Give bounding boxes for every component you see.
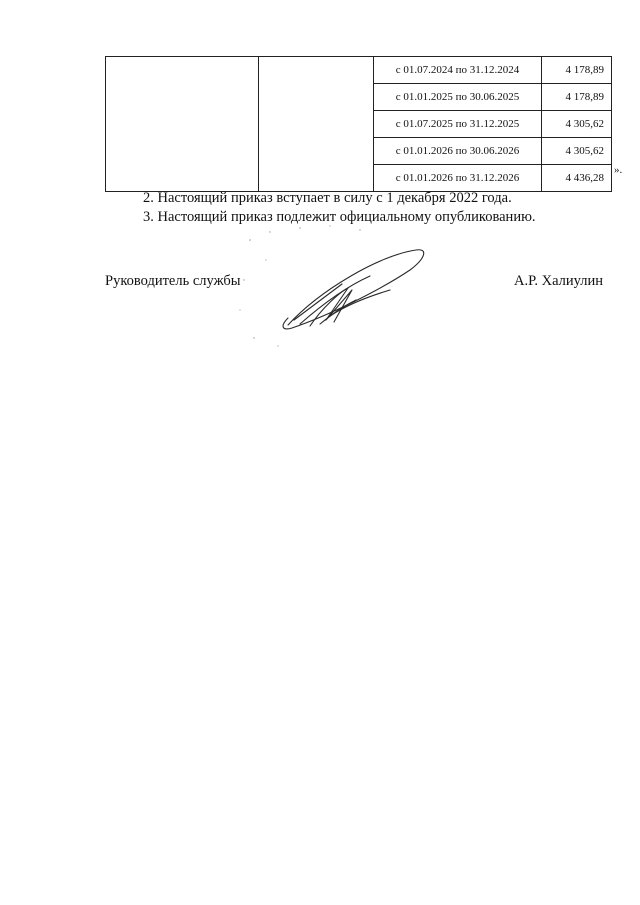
period-cell: с 01.07.2025 по 31.12.2025 — [374, 111, 542, 138]
period-cell: с 01.01.2026 по 30.06.2026 — [374, 138, 542, 165]
closing-quote: ». — [614, 164, 623, 176]
tariff-table — [105, 56, 612, 192]
value-cell: 4 436,28 — [542, 165, 612, 192]
handwritten-signature — [230, 220, 440, 350]
period-cell: с 01.07.2024 по 31.12.2024 — [374, 57, 542, 84]
signatory-title: Руководитель службы — [105, 273, 241, 289]
merged-empty-cell — [259, 57, 374, 192]
period-cell: с 01.01.2026 по 31.12.2026 — [374, 165, 542, 192]
value-cell: 4 305,62 — [542, 138, 612, 165]
value-cell: 4 178,89 — [542, 57, 612, 84]
signatory-name: А.Р. Халиулин — [514, 273, 603, 289]
value-cell: 4 305,62 — [542, 111, 612, 138]
paragraph-effective-date: 2. Настоящий приказ вступает в силу с 1 декабря 2022 года. — [143, 190, 512, 206]
table-row — [106, 57, 612, 84]
paragraph-publication: 3. Настоящий приказ подлежит официальному опубликованию. — [143, 209, 536, 225]
merged-empty-cell — [106, 57, 259, 192]
period-cell: с 01.01.2025 по 30.06.2025 — [374, 84, 542, 111]
value-cell: 4 178,89 — [542, 84, 612, 111]
